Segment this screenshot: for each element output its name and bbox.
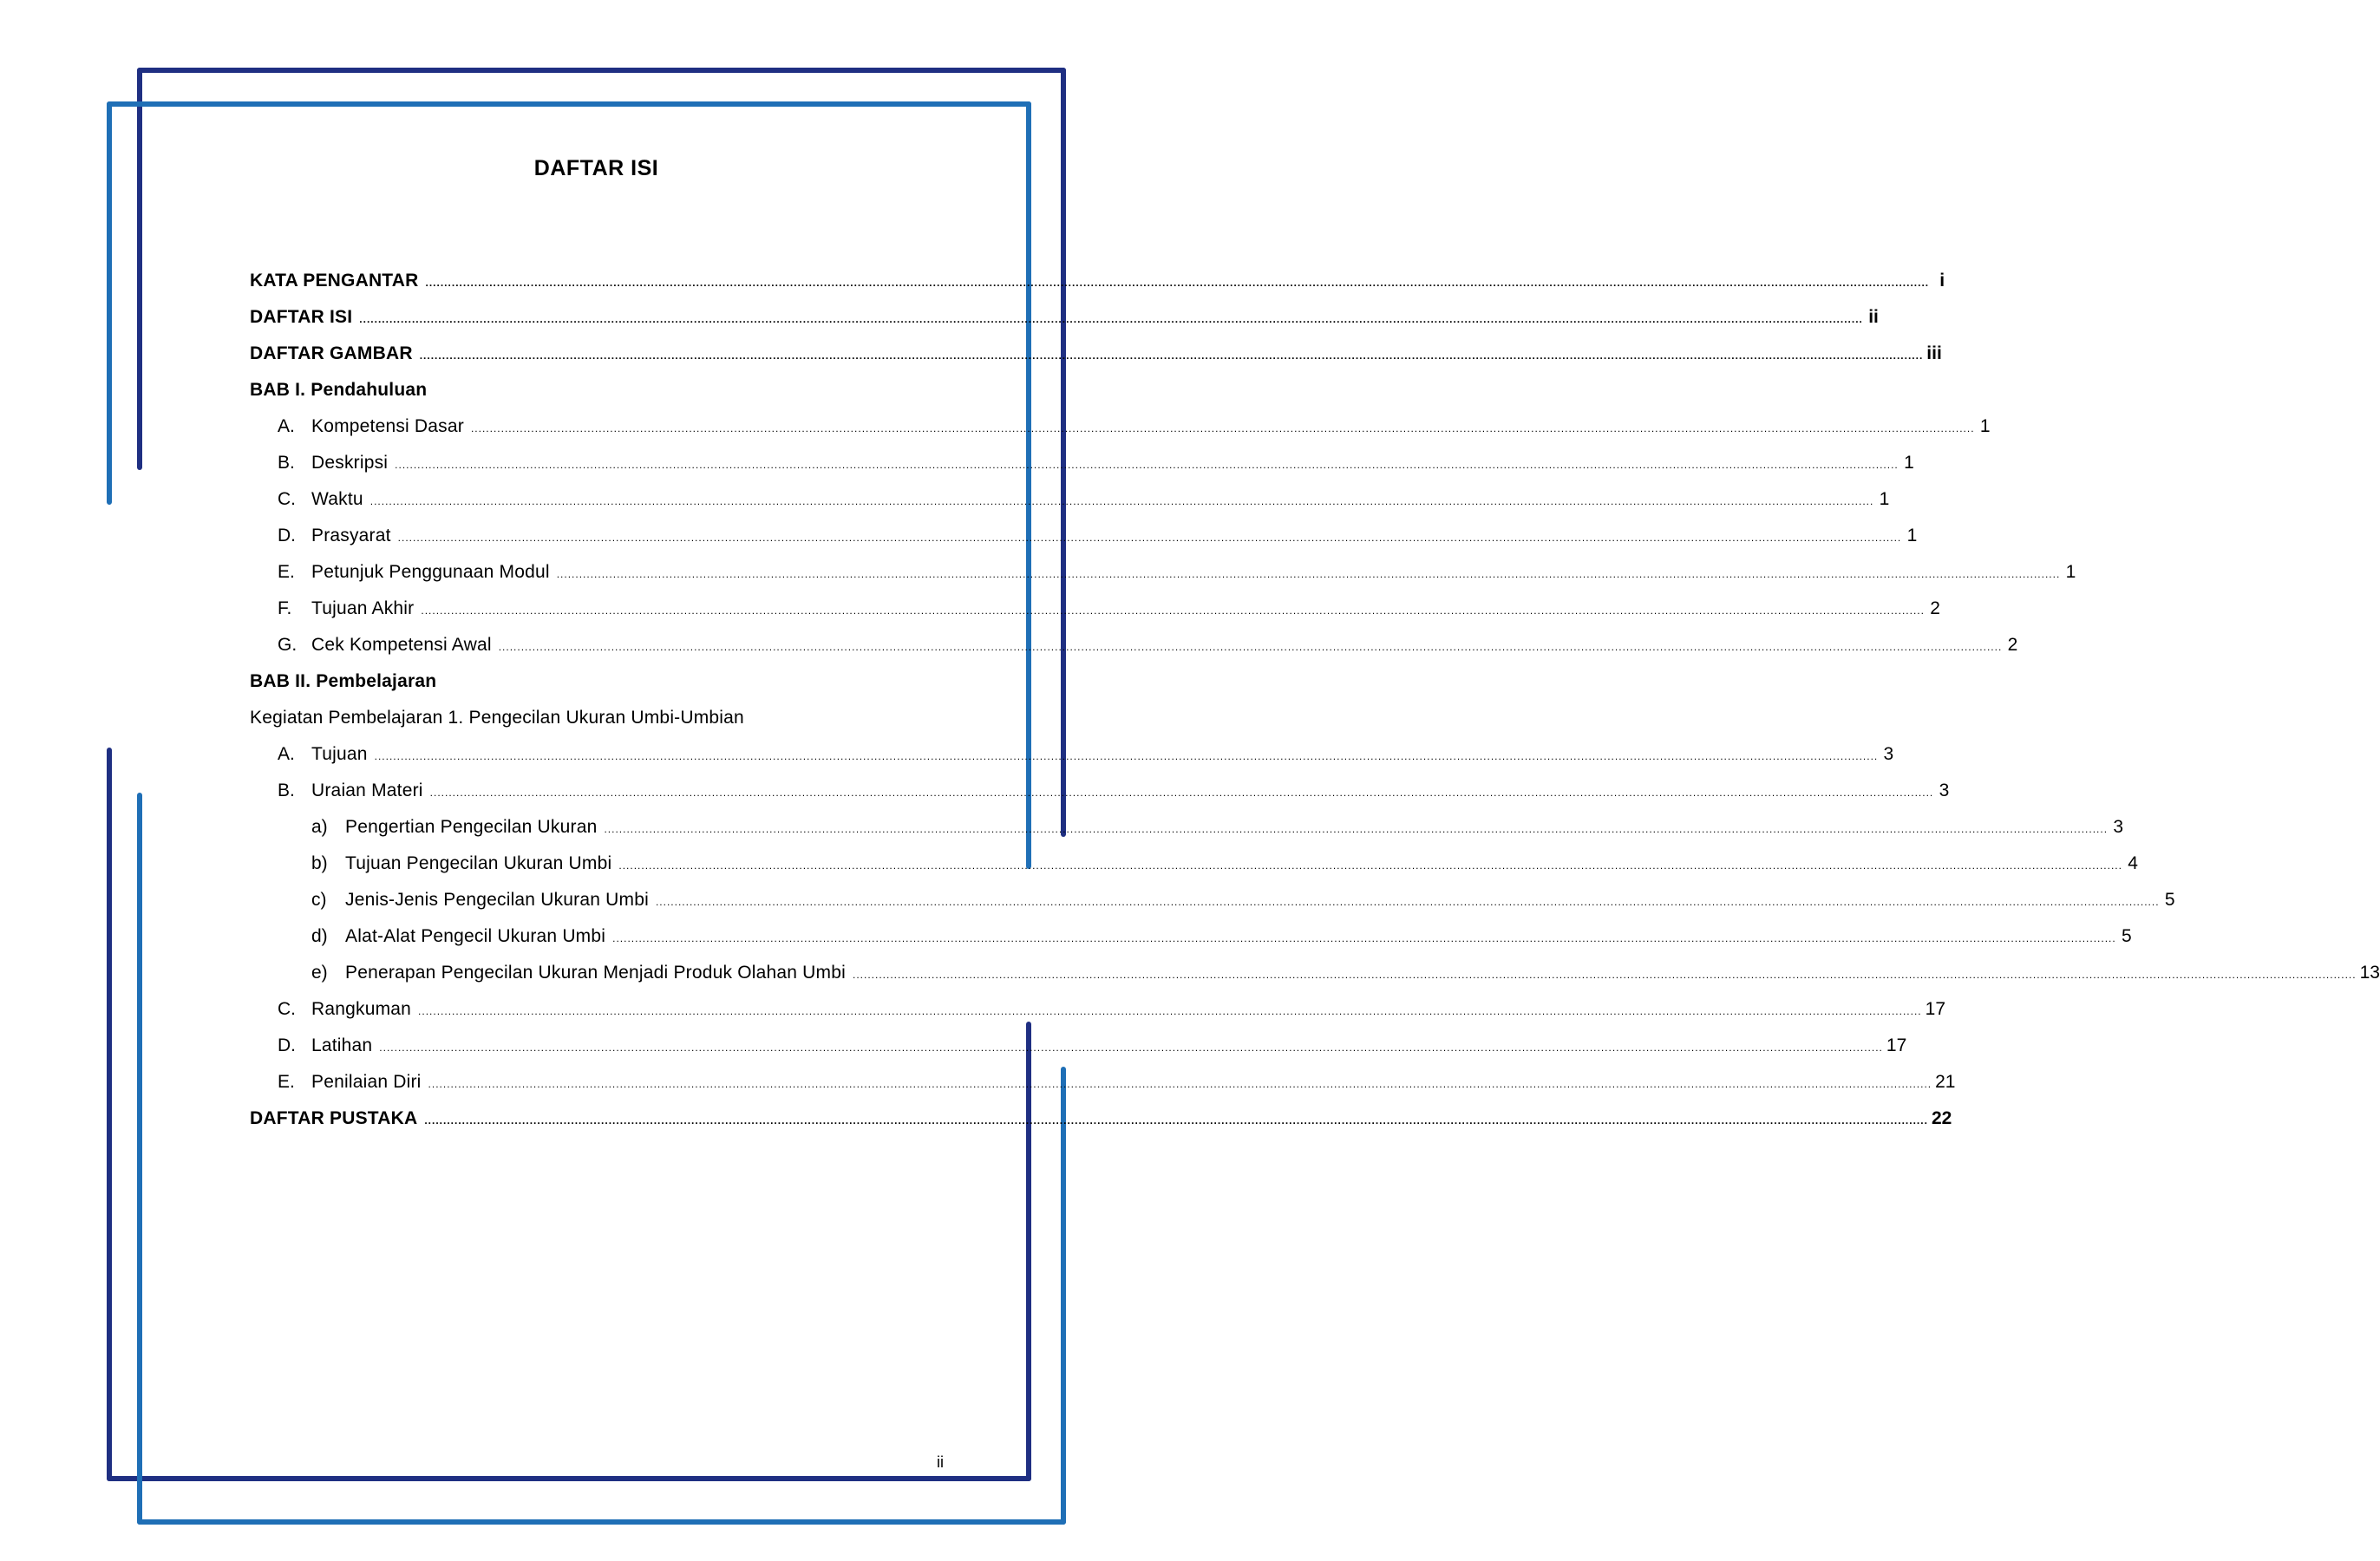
toc-dot-leader: ................................................................................................................................................................................................................................................................................................................................................................................................................	[470, 422, 1975, 434]
toc-entry-label: DAFTAR GAMBAR	[250, 343, 413, 363]
toc-entry-marker: A.	[278, 416, 295, 436]
toc-entry-page: 1	[1979, 416, 1991, 436]
page-number: ii	[937, 1453, 944, 1471]
toc-entry-marker: D.	[278, 526, 296, 545]
toc-dot-leader: ................................................................................................................................................................................................................................................................................................................................................................................................................	[419, 349, 1924, 362]
toc-entry-label: Rangkuman	[311, 999, 412, 1019]
toc-entry[interactable]	[250, 918, 2132, 955]
toc-entry-page: 1	[1906, 526, 1918, 545]
toc-entry-page: 5	[2164, 890, 2175, 910]
toc-entry[interactable]	[250, 700, 937, 736]
frame-dark-bottom	[107, 1476, 1031, 1481]
toc-entry-marker: d)	[311, 926, 328, 946]
toc-entry-marker: A.	[278, 744, 295, 764]
toc-entry-marker: C.	[278, 489, 296, 509]
toc-entry-page: 3	[1939, 780, 1950, 800]
toc-entry[interactable]	[250, 263, 1945, 299]
toc-entry[interactable]	[250, 736, 1894, 773]
toc-dot-leader: ................................................................................................................................................................................................................................................................................................................................................................................................................	[498, 641, 2003, 653]
toc-entry-page: 3	[2113, 817, 2124, 837]
toc-entry-marker: E.	[278, 1072, 295, 1092]
toc-entry[interactable]	[250, 372, 937, 408]
toc-dot-leader: ................................................................................................................................................................................................................................................................................................................................................................................................................	[429, 787, 1934, 799]
toc-entry-label: Petunjuk Penggunaan Modul	[311, 562, 550, 582]
toc-entry-page: 17	[1886, 1035, 1907, 1055]
toc-entry-marker: B.	[278, 780, 295, 800]
toc-entry[interactable]	[250, 408, 1991, 445]
toc-entry-page: 22	[1931, 1108, 1952, 1128]
toc-entry-marker: E.	[278, 562, 295, 582]
toc-entry[interactable]	[250, 518, 1918, 554]
toc-dot-leader: ................................................................................................................................................................................................................................................................................................................................................................................................................	[421, 604, 1925, 617]
toc-entry-label: Tujuan	[311, 744, 368, 764]
toc-entry-page: 21	[1935, 1072, 1956, 1092]
page-title: DAFTAR ISI	[533, 156, 659, 180]
toc-entry-page: 2	[2007, 635, 2018, 655]
toc-entry[interactable]	[250, 663, 937, 700]
toc-entry-label: Kegiatan Pembelajaran 1. Pengecilan Ukuran Umbi-Umbian	[250, 708, 744, 728]
toc-dot-leader: ................................................................................................................................................................................................................................................................................................................................................................................................................	[655, 896, 2160, 908]
toc-entry-page: i	[1939, 271, 1945, 291]
toc-entry-label: BAB II. Pembelajaran	[250, 671, 437, 691]
toc-entry-marker: B.	[278, 453, 295, 473]
toc-dot-leader: ................................................................................................................................................................................................................................................................................................................................................................................................................	[379, 1042, 1883, 1054]
table-of-contents	[250, 263, 2380, 1137]
toc-entry-page: 4	[2128, 853, 2138, 873]
toc-entry-marker: e)	[311, 963, 328, 983]
toc-entry-page: 3	[1883, 744, 1894, 764]
toc-entry-marker: C.	[278, 999, 296, 1019]
toc-entry-label: Penilaian Diri	[311, 1072, 422, 1092]
toc-entry-label: Prasyarat	[311, 526, 391, 545]
toc-entry-page: 1	[2065, 562, 2076, 582]
toc-entry[interactable]	[250, 627, 2018, 663]
toc-entry[interactable]	[250, 991, 1945, 1028]
toc-entry-label: BAB I. Pendahuluan	[250, 380, 428, 400]
toc-entry-marker: F.	[278, 598, 292, 618]
toc-entry-label: Alat-Alat Pengecil Ukuran Umbi	[345, 926, 606, 946]
toc-dot-leader: ................................................................................................................................................................................................................................................................................................................................................................................................................	[369, 495, 1874, 507]
toc-dot-leader: ................................................................................................................................................................................................................................................................................................................................................................................................................	[428, 1078, 1932, 1090]
toc-dot-leader: ................................................................................................................................................................................................................................................................................................................................................................................................................	[852, 969, 2357, 981]
toc-entry-page: 5	[2122, 926, 2132, 946]
toc-entry[interactable]	[250, 554, 2076, 591]
toc-entry-label: DAFTAR ISI	[250, 307, 353, 327]
toc-entry-label: Uraian Materi	[311, 780, 423, 800]
toc-dot-leader: ................................................................................................................................................................................................................................................................................................................................................................................................................	[359, 313, 1863, 325]
toc-entry-marker: D.	[278, 1035, 296, 1055]
toc-entry-label: Waktu	[311, 489, 363, 509]
toc-dot-leader: ................................................................................................................................................................................................................................................................................................................................................................................................................	[397, 532, 1902, 544]
toc-dot-leader: ................................................................................................................................................................................................................................................................................................................................................................................................................	[424, 1114, 1928, 1127]
toc-entry-page: 1	[1879, 489, 1890, 509]
toc-entry[interactable]	[250, 1064, 1956, 1101]
toc-entry[interactable]	[250, 846, 2138, 882]
toc-dot-leader: ................................................................................................................................................................................................................................................................................................................................................................................................................	[618, 859, 2122, 872]
toc-entry[interactable]	[250, 336, 1942, 372]
toc-entry-page: 2	[1930, 598, 1940, 618]
toc-entry-page: 17	[1925, 999, 1945, 1019]
toc-entry-label: DAFTAR PUSTAKA	[250, 1108, 418, 1128]
toc-entry-marker: b)	[311, 853, 328, 873]
toc-entry[interactable]	[250, 299, 1879, 336]
frame-light-top	[107, 101, 1031, 107]
frame-light-bottom	[137, 1519, 1066, 1525]
toc-entry[interactable]	[250, 481, 1890, 518]
toc-entry-marker: G.	[278, 635, 298, 655]
toc-entry-marker: c)	[311, 890, 327, 910]
toc-entry-marker: a)	[311, 817, 328, 837]
toc-dot-leader: ................................................................................................................................................................................................................................................................................................................................................................................................................	[425, 277, 1930, 289]
toc-dot-leader: ................................................................................................................................................................................................................................................................................................................................................................................................................	[374, 750, 1879, 762]
toc-entry-label: Deskripsi	[311, 453, 389, 473]
toc-entry-label: Latihan	[311, 1035, 373, 1055]
toc-entry-label: KATA PENGANTAR	[250, 271, 419, 291]
frame-light-left-lower	[137, 793, 142, 1525]
toc-entry-label: Kompetensi Dasar	[311, 416, 464, 436]
toc-entry-label: Tujuan Akhir	[311, 598, 415, 618]
toc-entry[interactable]	[250, 882, 2175, 918]
toc-entry[interactable]	[250, 1101, 1952, 1137]
toc-dot-leader: ................................................................................................................................................................................................................................................................................................................................................................................................................	[604, 823, 2109, 835]
toc-entry[interactable]	[250, 1028, 1907, 1064]
toc-dot-leader: ................................................................................................................................................................................................................................................................................................................................................................................................................	[612, 932, 2116, 944]
toc-entry-page: iii	[1926, 343, 1942, 363]
toc-entry-label: Tujuan Pengecilan Ukuran Umbi	[345, 853, 612, 873]
toc-entry[interactable]	[250, 955, 2380, 991]
toc-entry-label: Cek Kompetensi Awal	[311, 635, 492, 655]
toc-entry[interactable]	[250, 445, 1914, 481]
toc-dot-leader: ................................................................................................................................................................................................................................................................................................................................................................................................................	[556, 568, 2061, 580]
toc-entry-page: 13	[2359, 963, 2380, 983]
toc-dot-leader: ................................................................................................................................................................................................................................................................................................................................................................................................................	[395, 459, 1899, 471]
toc-entry-page: ii	[1868, 307, 1879, 327]
toc-entry[interactable]	[250, 773, 1950, 809]
toc-entry-label: Penerapan Pengecilan Ukuran Menjadi Produk Olahan Umbi	[345, 963, 846, 983]
toc-entry-label: Jenis-Jenis Pengecilan Ukuran Umbi	[345, 890, 649, 910]
toc-entry[interactable]	[250, 809, 2124, 846]
toc-entry[interactable]	[250, 591, 1940, 627]
toc-dot-leader: ................................................................................................................................................................................................................................................................................................................................................................................................................	[418, 1005, 1922, 1017]
toc-entry-page: 1	[1904, 453, 1914, 473]
frame-dark-left-upper	[137, 68, 142, 470]
toc-entry-label: Pengertian Pengecilan Ukuran	[345, 817, 598, 837]
frame-dark-left-lower	[107, 748, 112, 1481]
frame-dark-top	[137, 68, 1066, 73]
